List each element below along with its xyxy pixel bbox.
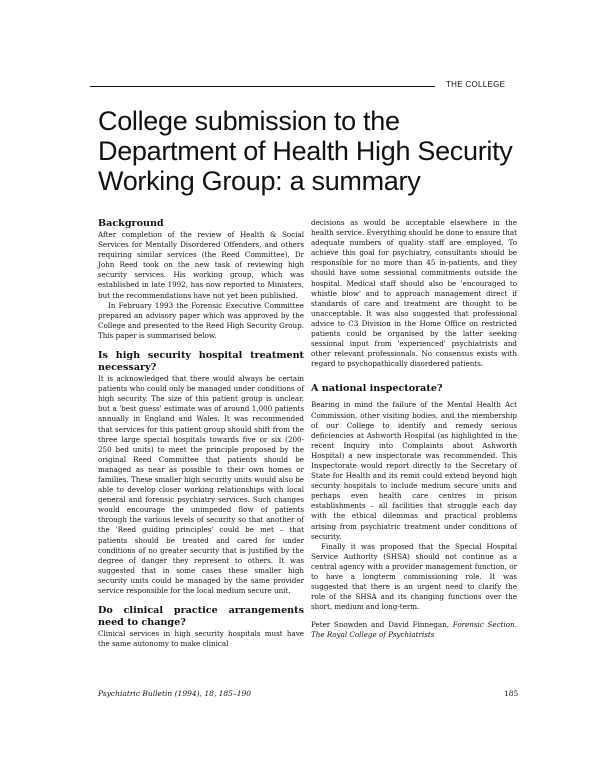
left-column [98, 218, 304, 649]
paragraph-inspectorate-2: Finally it was proposed that the Special Hospital Service Authority (SHSA) should not continue as a central agency with a provider management function, or to have a longterm commissioning role. It was suggested that there is an urgent need to clarify the role of the SHSA and its changing functions over the short, medium and long-term. [311, 541, 517, 612]
heading-necessary: Is high security hospital treatment necessary? [98, 350, 304, 374]
running-head: THE COLLEGE [446, 80, 506, 89]
paragraph-continued: decisions as would be acceptable elsewhere in the health service. Everything should be done to ensure that adequate numbers of quality staff are employed. To achieve this goal for psychiatry, consultants should be responsible for no more than 45 in-patients, and they should have some sessional commitments outside the hospital. Medical staff should also be 'encouraged to whistle blow' and to approach management direct if standards of care and treatment are thought to be unacceptable. It was also suggested that professional advice to C3 Division in the Home Office on restricted patients could be organised by the latter seeking sessional input from 'experienced' psychiatrists and other relevant professionals. No consensus exists with regard to psychopathically disordered patients. [311, 218, 517, 369]
heading-background: Background [98, 218, 164, 229]
right-column [311, 218, 517, 641]
signature-role: Forensic Section. The Royal College of Psychiatrists [311, 620, 517, 640]
signature-names: Peter Snowden and David Finnegan, [311, 620, 450, 630]
heading-inspectorate: A national inspectorate? [311, 383, 443, 395]
header-rule [90, 86, 435, 87]
paragraph-necessary: It is acknowledged that there would always be certain patients who could only be managed under conditions of high security. The size of this patient group is unclear, but a 'best guess' estimate was of around 1,000 patients annually in England and Wales. It was recommended that services for this patient group should shift from the three large special hospitals towards five or six (200-250 bed units) to meet the principle proposed by the original Reed Committee that patients should be managed as near as possible to their own homes or families. These smaller high security units would also be able to develop closer working relationships with local general and forensic psychiatry services. Such changes would encourage the unimpeded flow of patients through the various levels of security so that another of the 'Reed guiding principles' could be met – that patients should be treated and cared for under conditions of no greater security that is justified by the degree of danger they represent to others. It was suggested that in some cases these smaller high security units could be managed by the same provider service responsible for the local medium secure unit. [98, 374, 304, 595]
footer-citation: Psychiatric Bulletin (1994), 18, 185–190 [98, 689, 252, 698]
paragraph-inspectorate-1: Bearing in mind the failure of the Mental Health Act Commission, other visiting bodies, and the membership of our College to identify and remedy serious deficiencies at Ashworth Hospital (as highlighted in the recent Inquiry into Complaints about Ashworth Hospital) a new inspectorate was recommended. This Inspectorate would report directly to the Secretary of State for Health and its remit could extend beyond high security hospitals to include medium secure units and perhaps even health care centres in prison establishments – all facilities that struggle each day with the ethical dilemmas and practical problems arising from psychiatric treatment under conditions of security. [311, 400, 517, 541]
paragraph-background-2: In February 1993 the Forensic Executive Committee prepared an advisory paper which was approved by the College and presented to the Reed High Security Group. This paper is summarised below. [98, 300, 304, 340]
paragraph-background-1: After completion of the review of Health & Social Services for Mentally Disordered Offenders, and others requiring similar services (the Reed Committee), Dr John Reed took on the new task of reviewing high security services. His working group, which was established in late 1992, has now reported to Ministers, but the recommendations have not yet been published. [98, 230, 304, 300]
paragraph-clinical: Clinical services in high security hospitals must have the same autonomy to make clinical [98, 629, 304, 649]
heading-clinical: Do clinical practice arrangements need to change? [98, 605, 304, 629]
signature [311, 620, 517, 640]
page-number: 185 [504, 689, 519, 698]
article-title: College submission to the Department of Health High Security Working Group: a summary [98, 106, 513, 196]
